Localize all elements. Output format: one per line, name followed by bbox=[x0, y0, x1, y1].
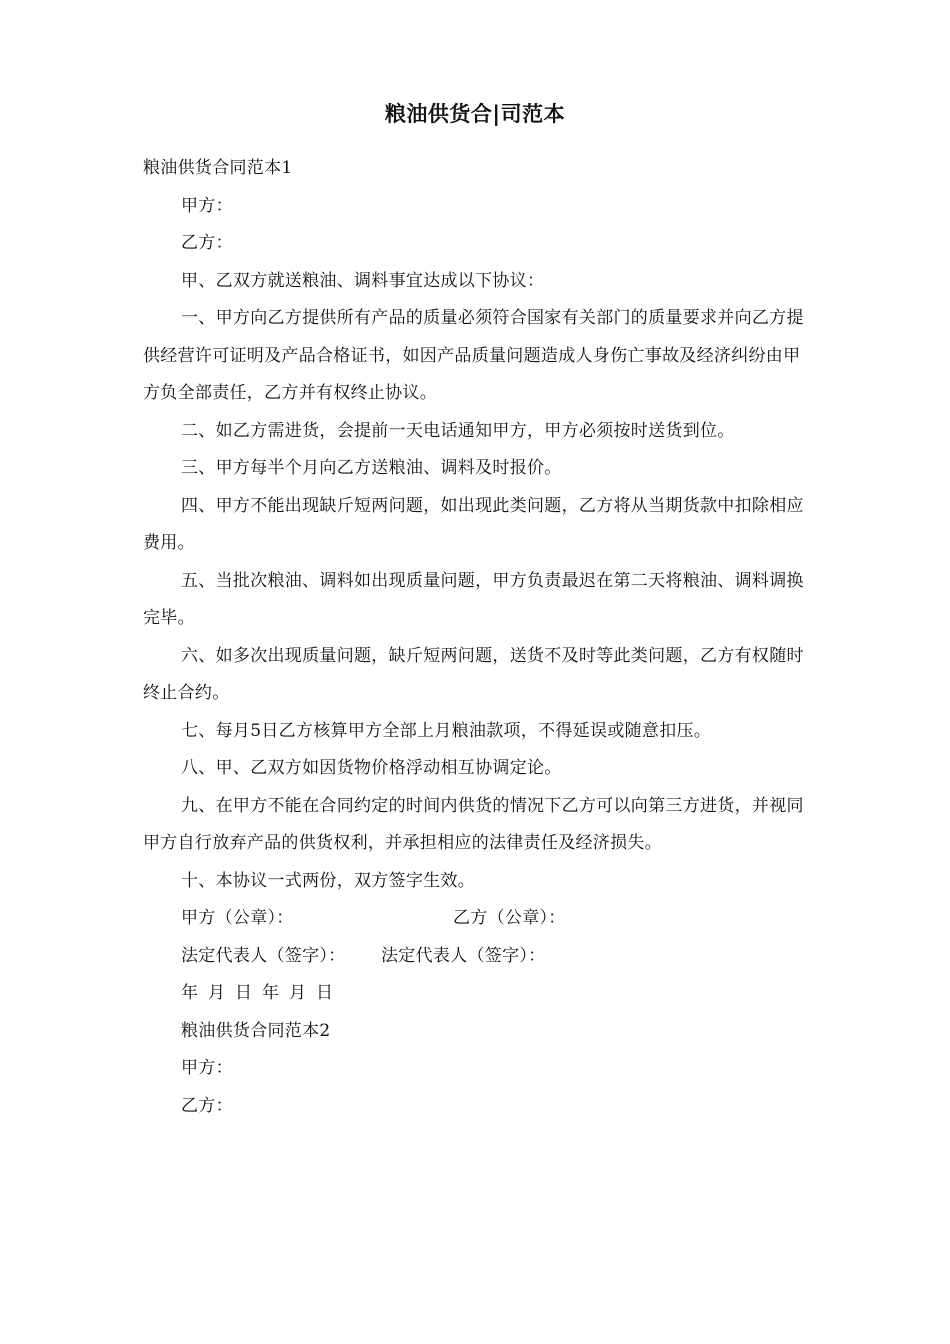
party-b-label: 乙方： bbox=[181, 233, 233, 253]
clause-5: 五、当批次粮油、调料如出现质量问题，甲方负责最迟在第二天将粮油、调料调换完毕。 bbox=[143, 570, 804, 628]
clause-10: 十、本协议一式两份，双方签字生效。 bbox=[181, 870, 476, 891]
section-heading-2: 粮油供货合同范本2 bbox=[181, 1020, 331, 1041]
clause-3: 三、甲方每半个月向乙方送粮油、调料及时报价。 bbox=[181, 458, 562, 478]
representative-row bbox=[143, 938, 806, 976]
seal-a-label: 甲方（公章）： bbox=[181, 908, 294, 928]
rep-b-label: 法定代表人（签字）： bbox=[381, 945, 546, 966]
page-title: 粮油供货合|司范本 bbox=[384, 102, 566, 126]
rep-a-label: 法定代表人（签字）： bbox=[181, 945, 346, 966]
party-b-label-2: 乙方： bbox=[181, 1095, 233, 1116]
document-body bbox=[143, 150, 806, 1125]
seal-row bbox=[143, 900, 806, 938]
clause-8: 八、甲、乙双方如因货物价格浮动相互协调定论。 bbox=[181, 758, 562, 778]
clause-9: 九、在甲方不能在合同约定的时间内供货的情况下乙方可以向第三方进货，并视同甲方自行放弃产品的供货权利，并承担相应的法律责任及经济损失。 bbox=[143, 795, 804, 853]
clause-6: 六、如多次出现质量问题，缺斤短两问题，送货不及时等此类问题，乙方有权随时终止合约。 bbox=[143, 645, 804, 703]
clause-2: 二、如乙方需进货，会提前一天电话通知甲方，甲方必须按时送货到位。 bbox=[181, 420, 735, 441]
clause-4: 四、甲方不能出现缺斤短两问题，如出现此类问题，乙方将从当期货款中扣除相应费用。 bbox=[143, 495, 804, 553]
clause-7: 七、每月5日乙方核算甲方全部上月粮油款项，不得延误或随意扣压。 bbox=[181, 720, 712, 741]
section-heading-1: 粮油供货合同范本1 bbox=[143, 158, 293, 178]
seal-b-label: 乙方（公章）： bbox=[453, 908, 566, 928]
date-line: 年 月 日 年 月 日 bbox=[181, 983, 334, 1003]
party-a-label-2: 甲方： bbox=[181, 1058, 233, 1078]
clause-1: 一、甲方向乙方提供所有产品的质量必须符合国家有关部门的质量要求并向乙方提供经营许可证明及产品合格证书，如因产品质量问题造成人身伤亡事故及经济纠纷由甲方负全部责任，乙方并有权终止协议。 bbox=[143, 308, 804, 403]
intro-paragraph: 甲、乙双方就送粮油、调料事宜达成以下协议： bbox=[181, 270, 545, 291]
party-a-label: 甲方： bbox=[181, 195, 233, 216]
